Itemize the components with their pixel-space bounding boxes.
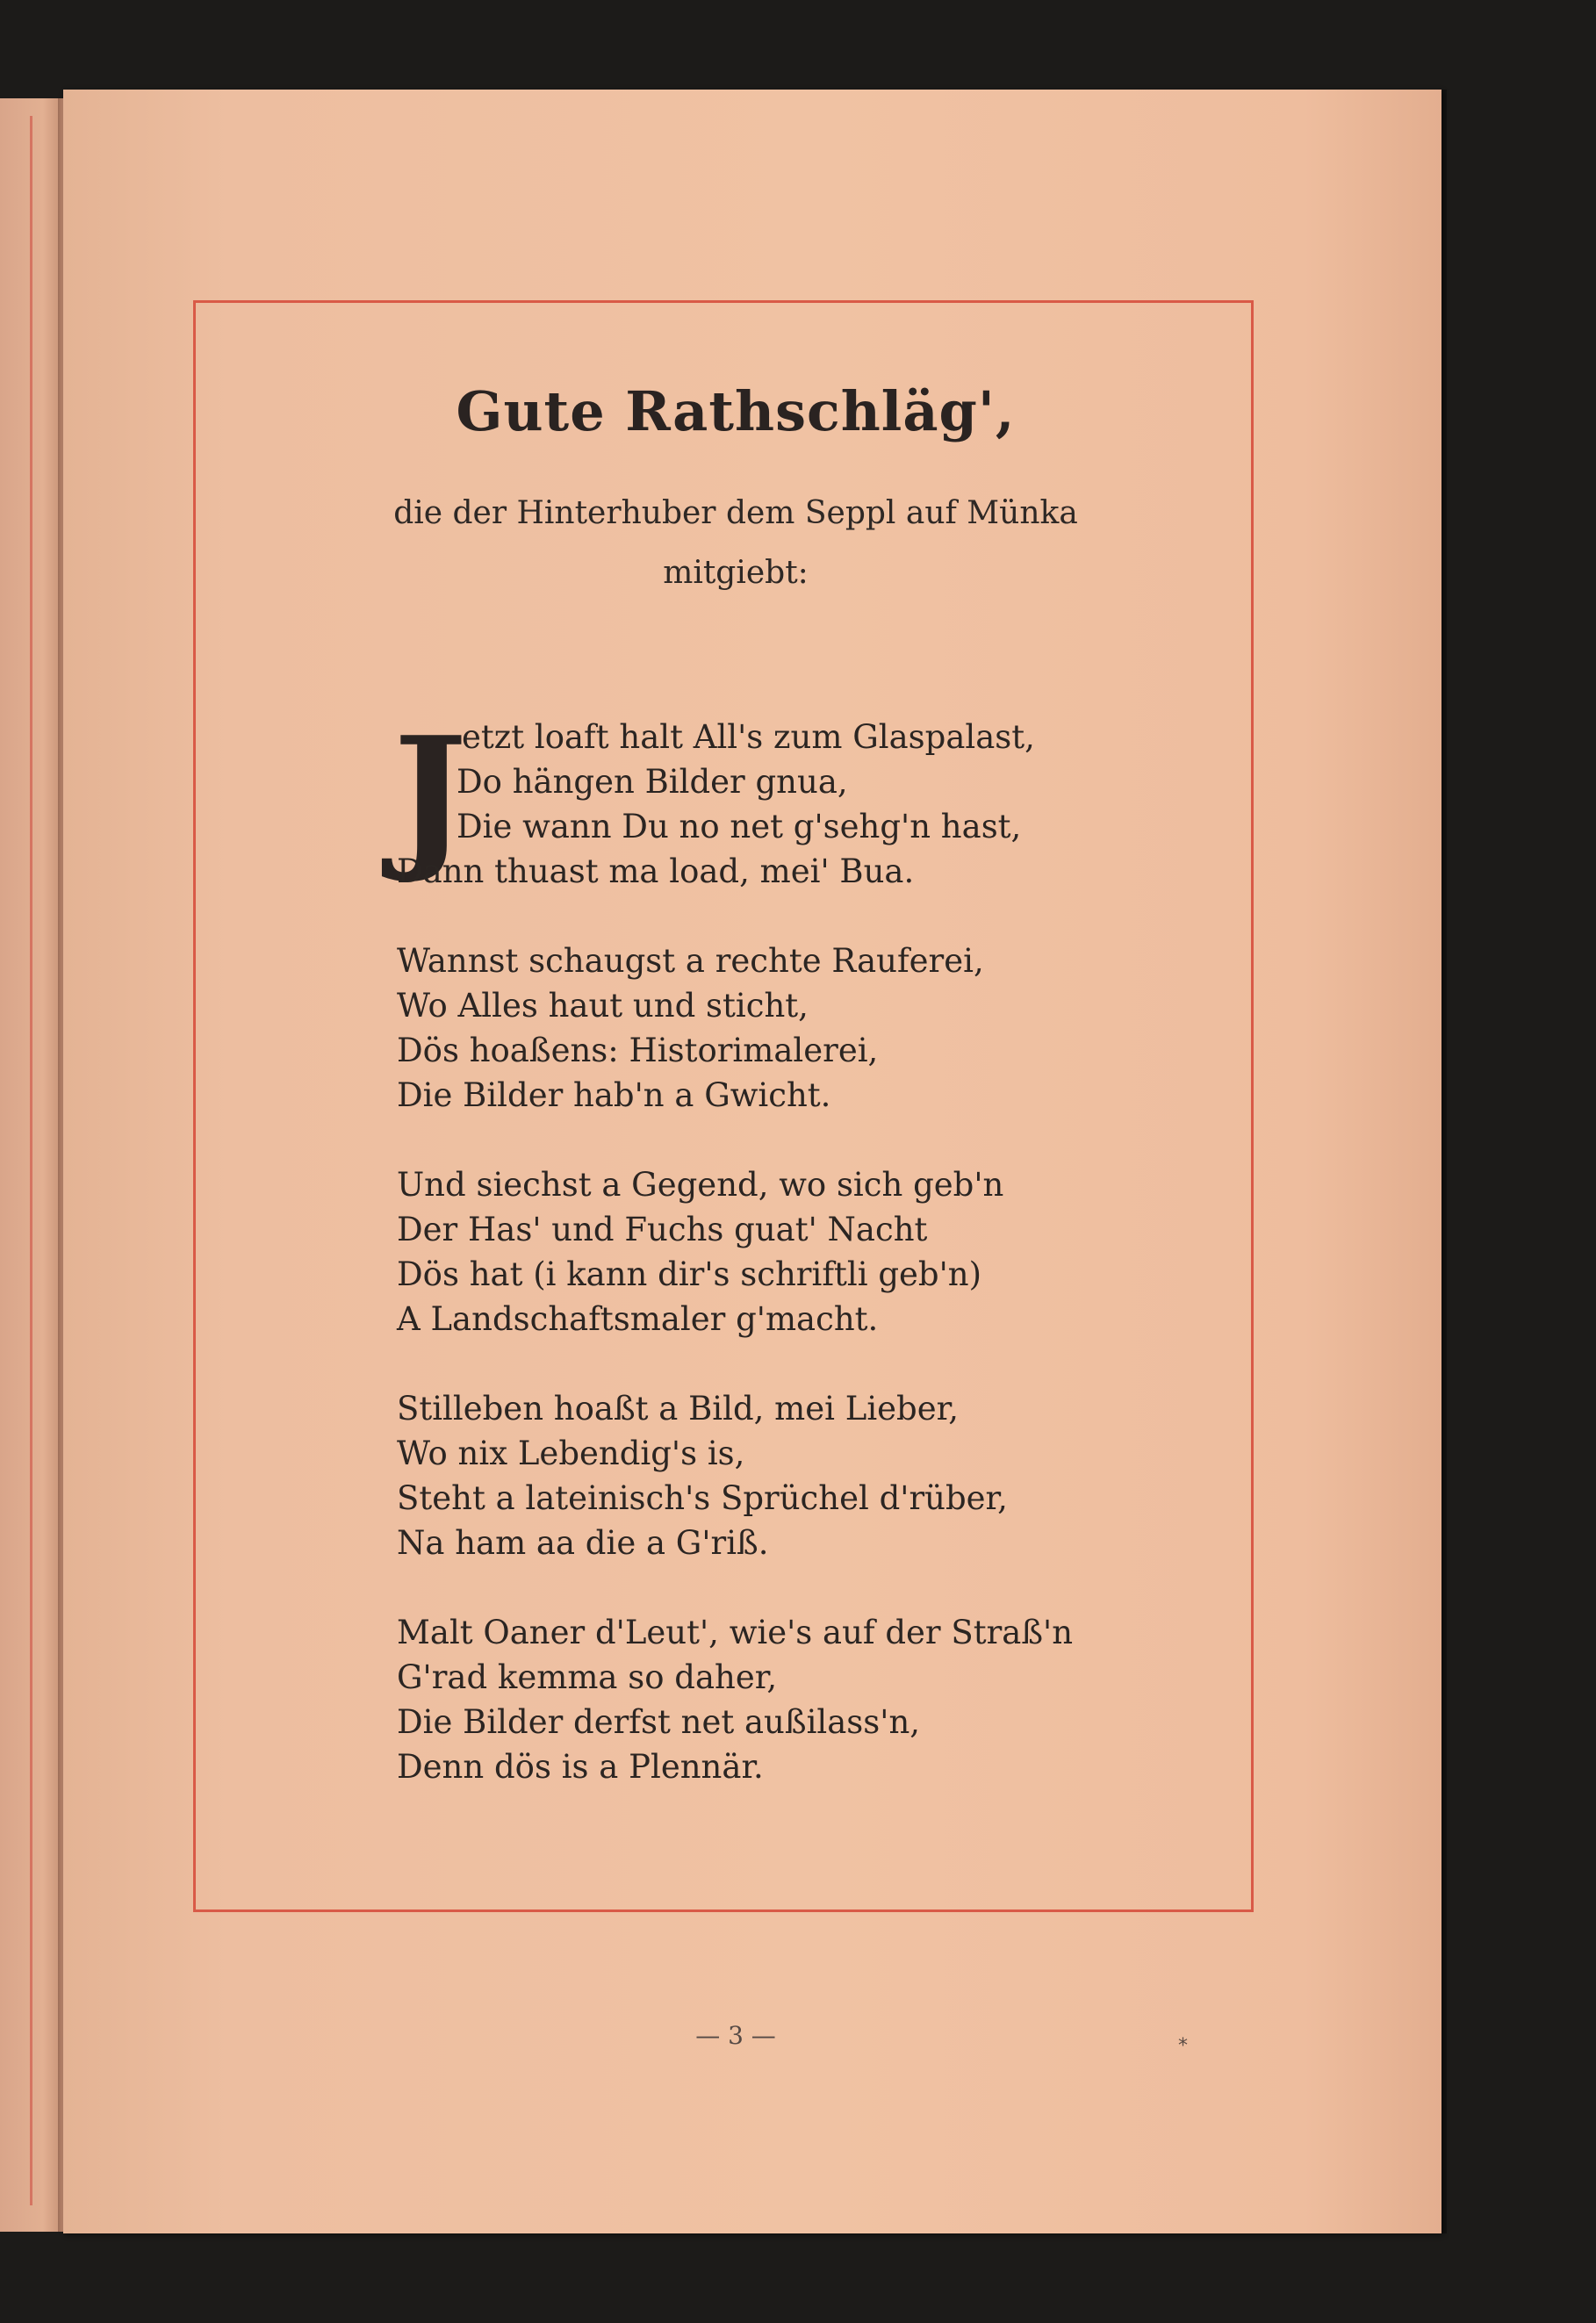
poem-line: Der Has' und Fuchs guat' Nacht [397,1211,928,1248]
stanza-3 [397,1162,1240,1341]
poem-line: Die Bilder hab'n a Gwicht. [397,1076,831,1114]
poem-subtitle-line-2: mitgiebt: [663,555,809,591]
drop-cap: J [393,702,468,886]
stanza-2 [397,939,1240,1118]
stanza-4 [397,1386,1240,1565]
poem-line: Stilleben hoaßt a Bild, mei Lieber, [397,1390,960,1428]
poem-line: Die wann Du no net g'sehg'n hast, [457,808,1022,845]
printer-mark: * [1178,2035,1188,2057]
poem-line: Na ham aa die a G'riß. [397,1524,769,1562]
poem-line: Wannst schaugst a rechte Rauferei, [397,942,984,980]
poem-body [397,715,1240,1789]
poem-line: Dann thuast ma load, mei' Bua. [397,852,915,890]
poem-line: Dös hoaßens: Historimalerei, [397,1032,879,1069]
left-page-frame-edge [30,116,32,2205]
book-page [63,90,1441,2233]
page-edge-shadow [1441,90,1447,2233]
poem-title: Gute Rathschläg', [456,379,1016,443]
page-number: — 3 — [695,2021,776,2050]
poem-line: Die Bilder derfst net außilass'n, [397,1703,921,1741]
poem-line: G'rad kemma so daher, [397,1658,778,1696]
poem-line: Steht a lateinisch's Sprüchel d'rüber, [397,1479,1008,1517]
poem-line: Denn dös is a Plennär. [397,1748,764,1786]
poem-line: Dös hat (i kann dir's schriftli geb'n) [397,1255,982,1293]
poem-line: Wo Alles haut und sticht, [397,987,809,1025]
poem-line: Do hängen Bilder gnua, [457,763,848,801]
stanza-1 [397,715,1240,894]
poem-line: Und siechst a Gegend, wo sich geb'n [397,1166,1004,1204]
left-page-edge [0,98,61,2232]
poem-line: etzt loaft halt All's zum Glaspalast, [462,718,1035,756]
stanza-5 [397,1610,1240,1789]
poem-line: A Landschaftsmaler g'macht. [397,1300,879,1338]
poem-line: Malt Oaner d'Leut', wie's auf der Straß'n [397,1614,1074,1651]
poem-subtitle-line-1: die der Hinterhuber dem Seppl auf Münka [393,495,1078,531]
poem-line: Wo nix Lebendig's is, [397,1435,745,1472]
